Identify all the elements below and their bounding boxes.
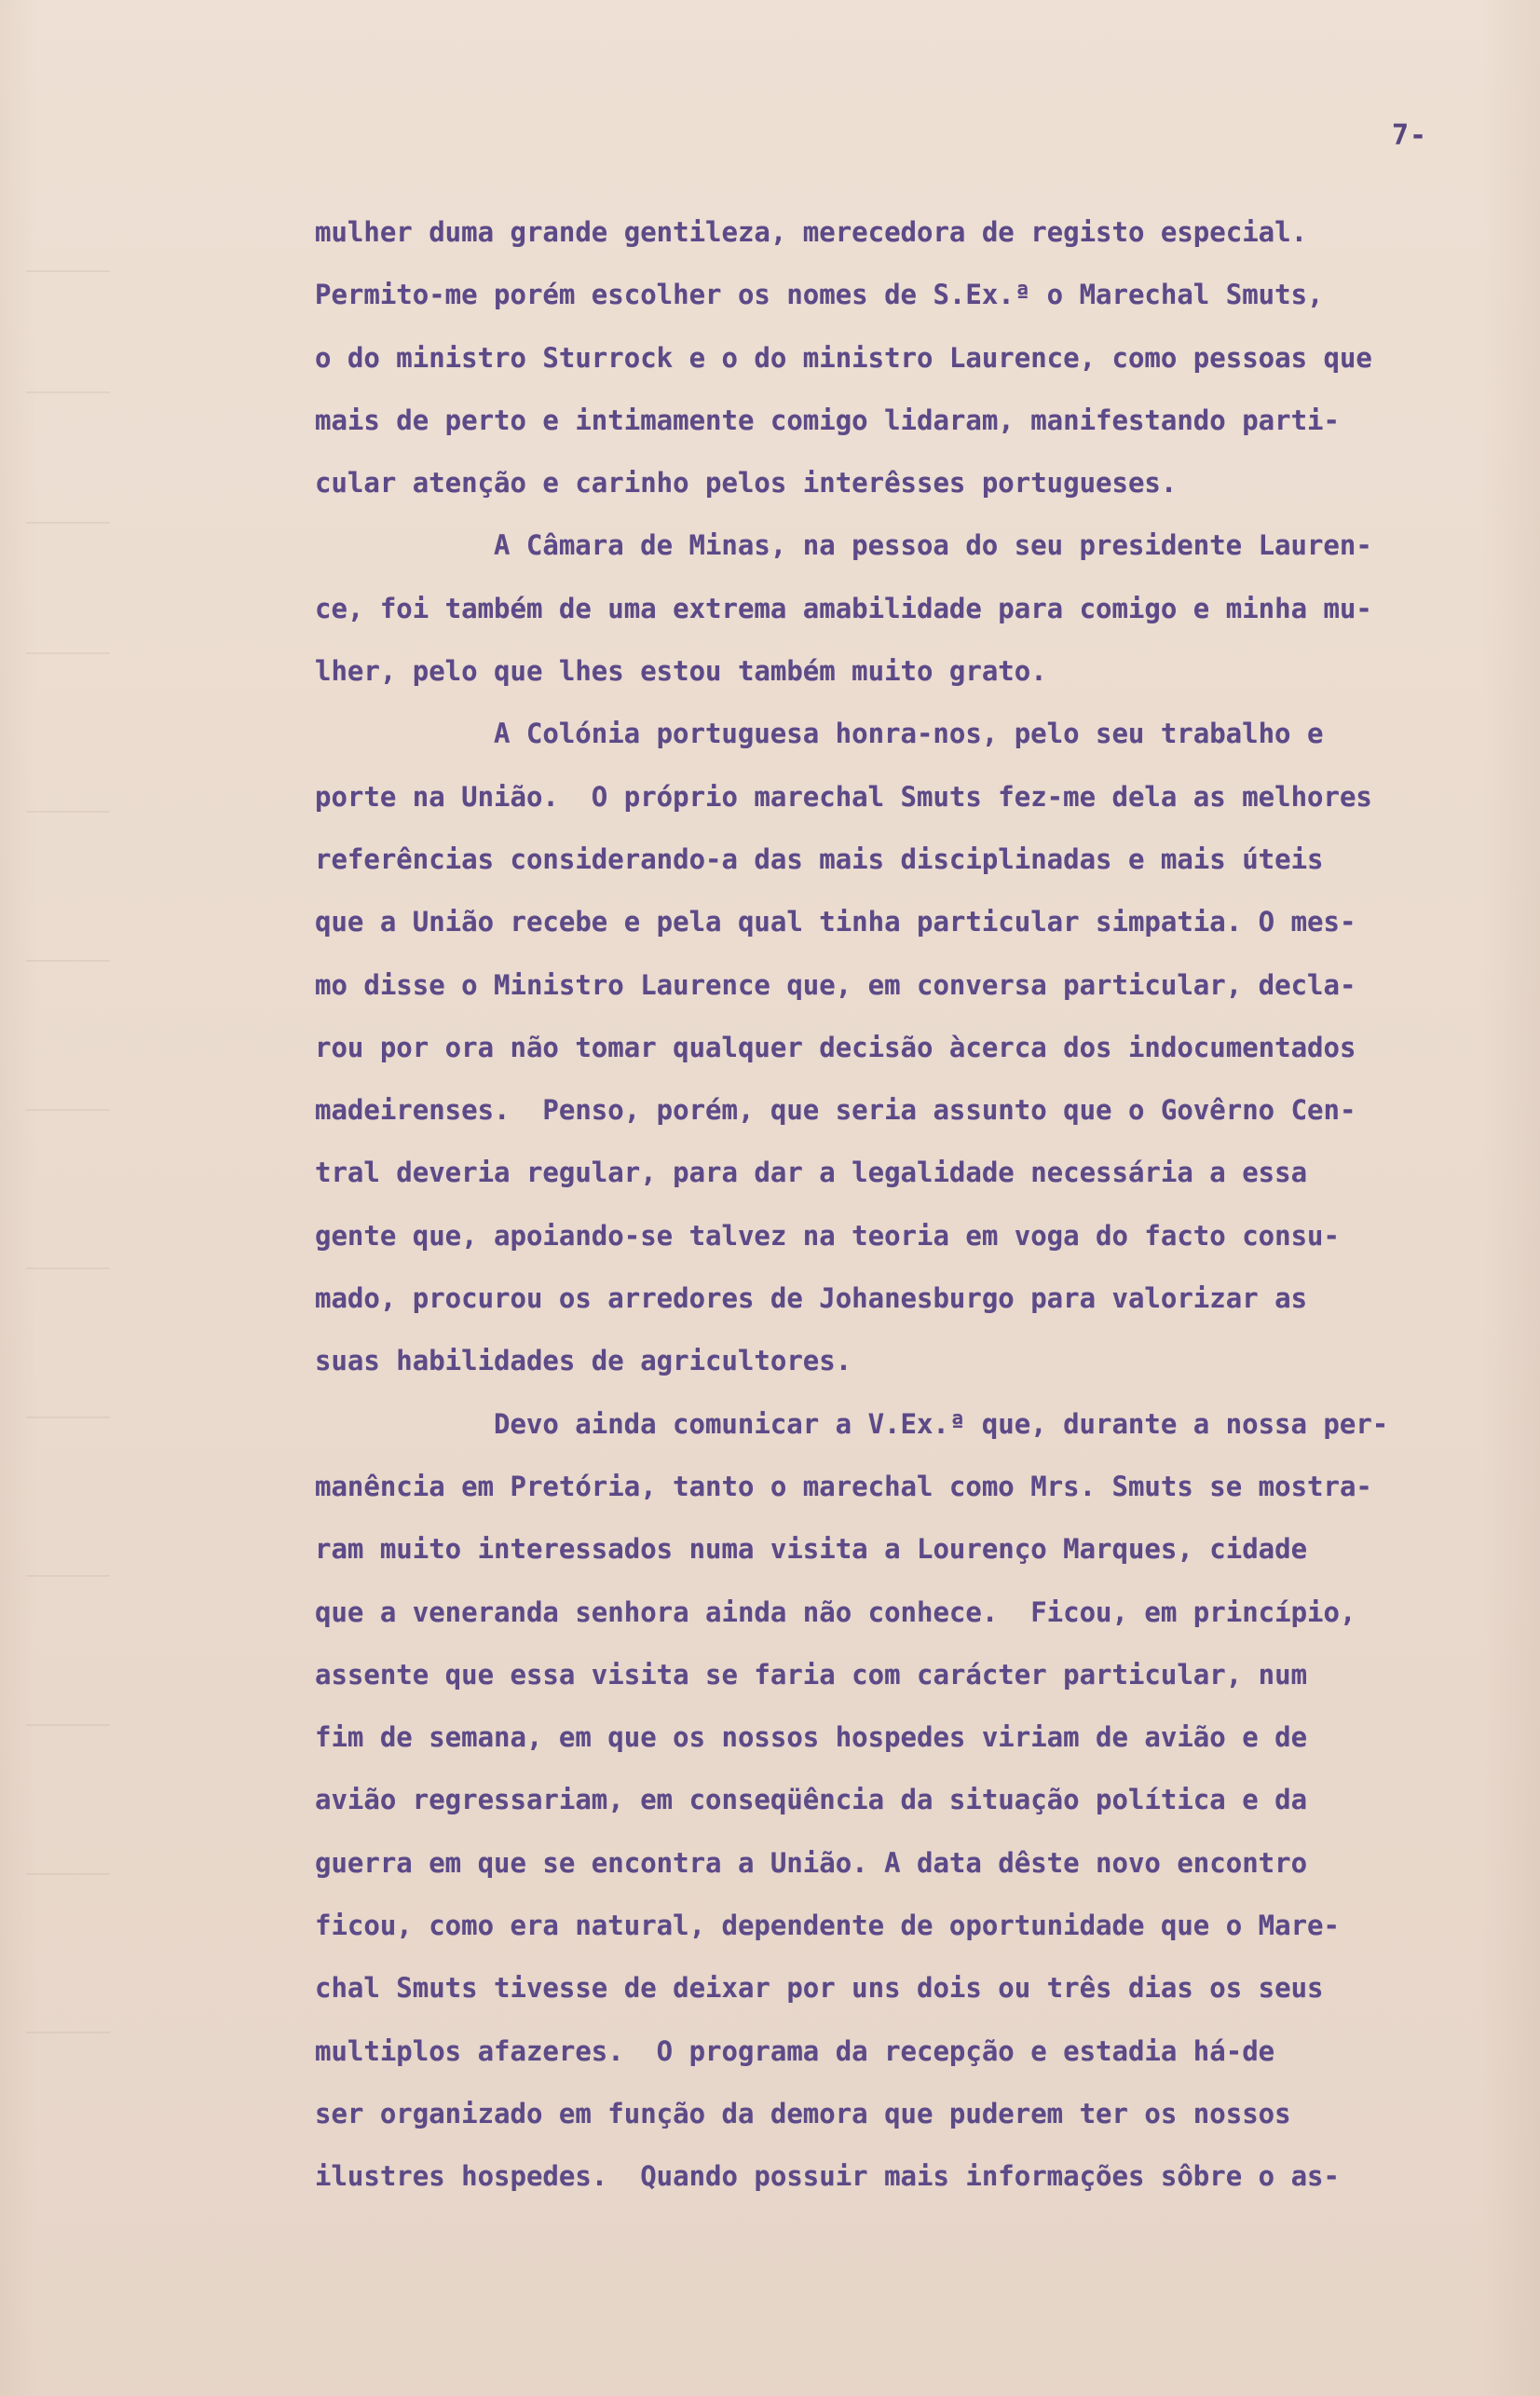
text-line: ce, foi também de uma extrema amabilidade para comigo e minha mu- (315, 592, 1372, 624)
text-line: Permito-me porém escolher os nomes de S.Ex.ª o Marechal Smuts, (315, 279, 1324, 311)
text-line: chal Smuts tivesse de deixar por uns dois ou três dias os seus (315, 1972, 1324, 2005)
text-line: gente que, apoiando-se talvez na teoria em voga do facto consu- (315, 1219, 1340, 1252)
text-line: mado, procurou os arredores de Johanesburgo para valorizar as (315, 1282, 1308, 1315)
text-line: suas habilidades de agricultores. (315, 1345, 852, 1377)
text-line: o do ministro Sturrock e o do ministro Laurence, como pessoas que (315, 341, 1372, 374)
text-line: que a veneranda senhora ainda não conhece. Ficou, em princípio, (315, 1595, 1356, 1628)
text-line: Devo ainda comunicar a V.Ex.ª que, durante a nossa per- (494, 1407, 1389, 1440)
text-line: A Colónia portuguesa honra-nos, pelo seu trabalho e (494, 718, 1324, 750)
text-line: lher, pelo que lhes estou também muito grato. (315, 655, 1047, 688)
text-line: cular atenção e carinho pelos interêsses portugueses. (315, 467, 1178, 500)
text-line: mais de perto e intimamente comigo lidaram, manifestando parti- (315, 404, 1340, 436)
text-line: avião regressariam, em conseqüência da situação política e da (315, 1784, 1308, 1816)
text-line: mulher duma grande gentileza, merecedora de registo especial. (315, 216, 1308, 248)
page-number: 7- (1392, 119, 1428, 152)
text-line: ram muito interessados numa visita a Lourenço Marques, cidade (315, 1533, 1308, 1566)
text-line: A Câmara de Minas, na pessoa do seu presidente Lauren- (494, 529, 1372, 562)
text-line: referências considerando-a das mais disciplinadas e mais úteis (315, 842, 1324, 875)
text-line: madeirenses. Penso, porém, que seria assunto que o Govêrno Cen- (315, 1094, 1356, 1127)
text-line: ilustres hospedes. Quando possuir mais informações sôbre o as- (315, 2160, 1340, 2193)
text-line: guerra em que se encontra a União. A data dêste novo encontro (315, 1846, 1308, 1879)
text-line: que a União recebe e pela qual tinha particular simpatia. O mes- (315, 906, 1356, 938)
text-line: multiplos afazeres. O programa da recepção e estadia há-de (315, 2034, 1275, 2067)
text-line: mo disse o Ministro Laurence que, em conversa particular, decla- (315, 968, 1356, 1001)
text-line: ser organizado em função da demora que puderem ter os nossos (315, 2097, 1291, 2129)
text-line: rou por ora não tomar qualquer decisão àcerca dos indocumentados (315, 1031, 1356, 1063)
text-line: assente que essa visita se faria com carácter particular, num (315, 1658, 1308, 1691)
left-margin-stains (26, 214, 138, 2171)
text-line: tral deveria regular, para dar a legalidade necessária a essa (315, 1157, 1308, 1189)
text-line: fim de semana, em que os nossos hospedes viriam de avião e de (315, 1721, 1308, 1754)
document-body (315, 216, 1526, 2226)
text-line: ficou, como era natural, dependente de oportunidade que o Mare- (315, 1910, 1340, 1942)
text-line: manência em Pretória, tanto o marechal como Mrs. Smuts se mostra- (315, 1470, 1372, 1502)
text-line: porte na União. O próprio marechal Smuts fez-me dela as melhores (315, 780, 1372, 813)
